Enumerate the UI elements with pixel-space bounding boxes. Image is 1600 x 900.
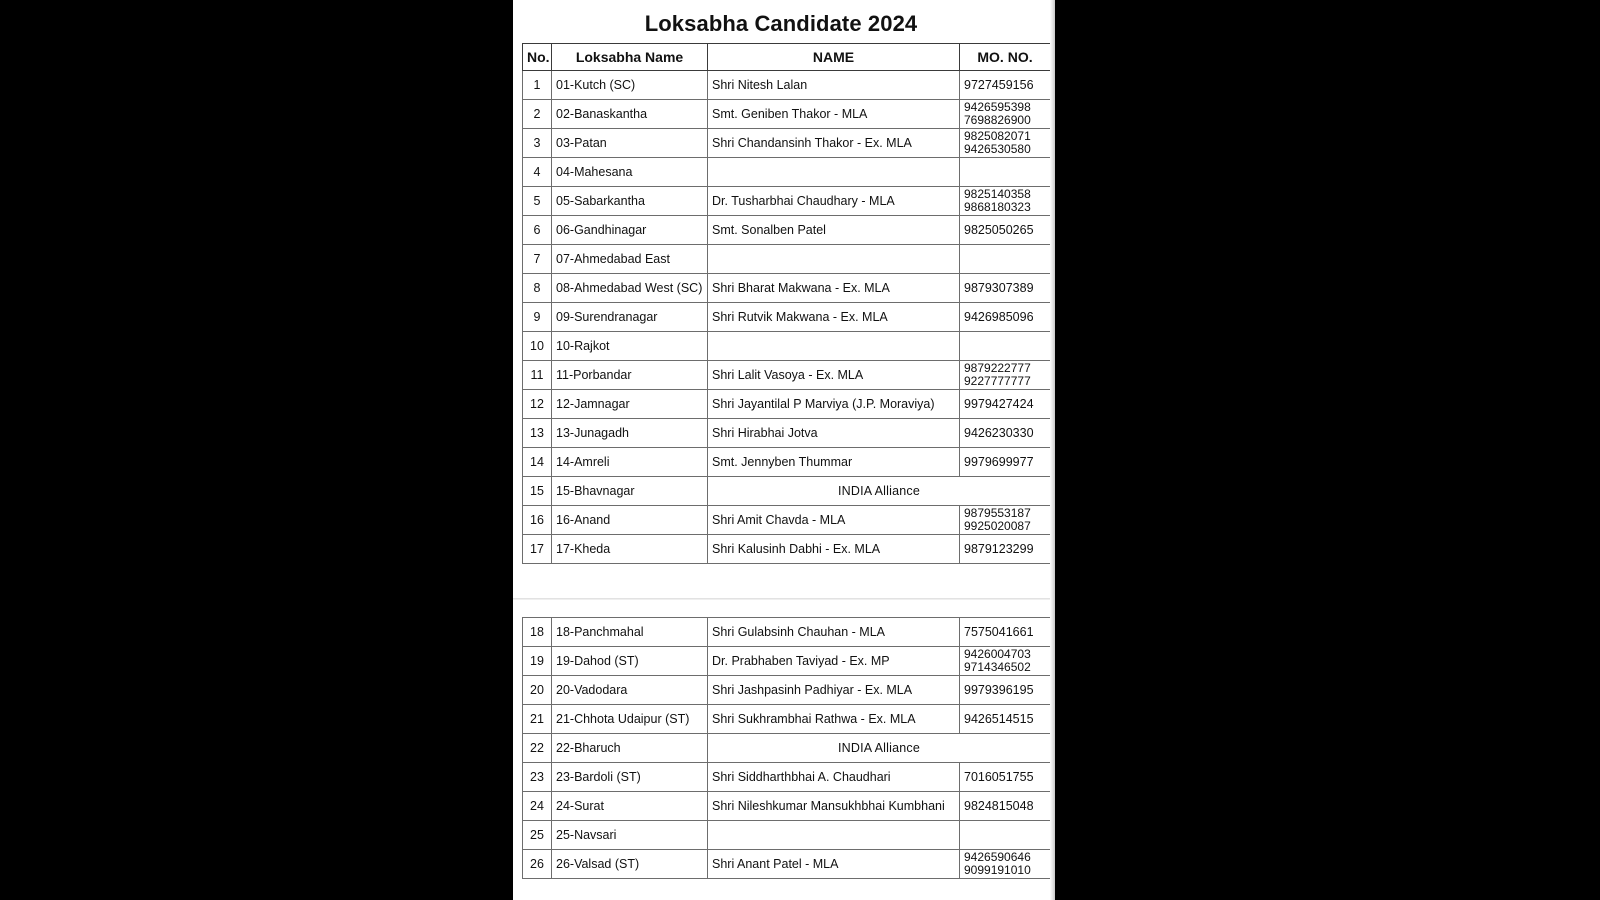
table-header-row: [523, 44, 1051, 71]
cell-no: 23: [523, 763, 552, 792]
cell-loksabha-name: 20-Vadodara: [552, 676, 708, 705]
table-row: [523, 129, 1051, 158]
cell-loksabha-name: 25-Navsari: [552, 821, 708, 850]
cell-candidate-name: Smt. Geniben Thakor - MLA: [708, 100, 960, 129]
cell-mobile-number: 9824815048: [960, 792, 1051, 821]
cell-candidate-name: Shri Nileshkumar Mansukhbhai Kumbhani: [708, 792, 960, 821]
cell-mobile-number: [960, 506, 1051, 535]
mobile-number-secondary: 9714346502: [964, 660, 1031, 675]
cell-loksabha-name: 05-Sabarkantha: [552, 187, 708, 216]
table-row: [523, 332, 1051, 361]
table-row: [523, 535, 1051, 564]
cell-no: 8: [523, 274, 552, 303]
table-row: [523, 792, 1051, 821]
candidate-table-body-one: [523, 71, 1051, 564]
cell-no: 2: [523, 100, 552, 129]
table-row: [523, 821, 1051, 850]
cell-candidate-name: Shri Rutvik Makwana - Ex. MLA: [708, 303, 960, 332]
cell-no: 3: [523, 129, 552, 158]
cell-candidate-name: [708, 245, 960, 274]
cell-mobile-number: 9426230330: [960, 419, 1051, 448]
cell-mobile-number: 9426985096: [960, 303, 1051, 332]
cell-loksabha-name: 19-Dahod (ST): [552, 647, 708, 676]
table-row: [523, 676, 1051, 705]
cell-candidate-name: Dr. Tusharbhai Chaudhary - MLA: [708, 187, 960, 216]
cell-candidate-name: Shri Chandansinh Thakor - Ex. MLA: [708, 129, 960, 158]
cell-candidate-name: Shri Bharat Makwana - Ex. MLA: [708, 274, 960, 303]
table-row: [523, 71, 1051, 100]
cell-mobile-number: [960, 361, 1051, 390]
cell-candidate-name: Shri Anant Patel - MLA: [708, 850, 960, 879]
cell-loksabha-name: 09-Surendranagar: [552, 303, 708, 332]
cell-no: 13: [523, 419, 552, 448]
cell-loksabha-name: 06-Gandhinagar: [552, 216, 708, 245]
cell-loksabha-name: 22-Bharuch: [552, 734, 708, 763]
cell-candidate-name: Shri Gulabsinh Chauhan - MLA: [708, 618, 960, 647]
cell-mobile-number: [960, 100, 1051, 129]
mobile-number-secondary: 9099191010: [964, 863, 1031, 878]
cell-candidate-name: Shri Jayantilal P Marviya (J.P. Moraviya): [708, 390, 960, 419]
cell-loksabha-name: 07-Ahmedabad East: [552, 245, 708, 274]
cell-mobile-number: 9879307389: [960, 274, 1051, 303]
mobile-number-secondary: 9227777777: [964, 374, 1031, 389]
cell-loksabha-name: 16-Anand: [552, 506, 708, 535]
cell-candidate-name: Shri Sukhrambhai Rathwa - Ex. MLA: [708, 705, 960, 734]
cell-mobile-number: [960, 821, 1051, 850]
column-header-no: No.: [523, 44, 552, 71]
cell-candidate-name: Shri Lalit Vasoya - Ex. MLA: [708, 361, 960, 390]
cell-no: 1: [523, 71, 552, 100]
table-block-two-wrapper: [513, 617, 1055, 879]
cell-candidate-name: Smt. Jennyben Thummar: [708, 448, 960, 477]
page-title: Loksabha Candidate 2024: [644, 11, 918, 36]
cell-loksabha-name: 12-Jamnagar: [552, 390, 708, 419]
cell-mobile-number: [960, 850, 1051, 879]
table-row: [523, 390, 1051, 419]
cell-mobile-number: [960, 158, 1051, 187]
candidate-table-block-two: [522, 617, 1051, 879]
mobile-number-secondary: 9925020087: [964, 519, 1031, 534]
cell-loksabha-name: 18-Panchmahal: [552, 618, 708, 647]
cell-loksabha-name: 26-Valsad (ST): [552, 850, 708, 879]
mobile-number-secondary: 9868180323: [964, 200, 1031, 215]
cell-candidate-name: Shri Kalusinh Dabhi - Ex. MLA: [708, 535, 960, 564]
column-header-mobile: MO. NO.: [960, 44, 1051, 71]
mobile-number-primary: 9426004703: [964, 646, 1031, 661]
cell-no: 22: [523, 734, 552, 763]
cell-no: 21: [523, 705, 552, 734]
cell-no: 9: [523, 303, 552, 332]
candidate-table-block-one: [522, 43, 1051, 564]
cell-no: 5: [523, 187, 552, 216]
cell-no: 10: [523, 332, 552, 361]
table-row: [523, 100, 1051, 129]
table-row: [523, 303, 1051, 332]
mobile-number-secondary: 9426530580: [964, 142, 1031, 157]
cell-loksabha-name: 21-Chhota Udaipur (ST): [552, 705, 708, 734]
table-row: [523, 448, 1051, 477]
mobile-number-primary: 9879222777: [964, 360, 1031, 375]
cell-no: 6: [523, 216, 552, 245]
cell-loksabha-name: 10-Rajkot: [552, 332, 708, 361]
cell-loksabha-name: 08-Ahmedabad West (SC): [552, 274, 708, 303]
column-header-loksabha-name: Loksabha Name: [552, 44, 708, 71]
table-row: [523, 647, 1051, 676]
cell-no: 11: [523, 361, 552, 390]
cell-no: 18: [523, 618, 552, 647]
mobile-number-primary: 9426595398: [964, 99, 1031, 114]
candidate-table-body-two: [523, 618, 1051, 879]
cell-mobile-number: 9979699977: [960, 448, 1051, 477]
cell-candidate-name: Smt. Sonalben Patel: [708, 216, 960, 245]
column-header-name: NAME: [708, 44, 960, 71]
cell-mobile-number: [960, 245, 1051, 274]
table-row: [523, 850, 1051, 879]
cell-candidate-name: Shri Hirabhai Jotva: [708, 419, 960, 448]
cell-candidate-name: Dr. Prabhaben Taviyad - Ex. MP: [708, 647, 960, 676]
cell-no: 12: [523, 390, 552, 419]
cell-loksabha-name: 04-Mahesana: [552, 158, 708, 187]
mobile-number-primary: 9825082071: [964, 128, 1031, 143]
cell-candidate-name: Shri Nitesh Lalan: [708, 71, 960, 100]
table-row: [523, 477, 1051, 506]
cell-mobile-number: [960, 129, 1051, 158]
cell-no: 15: [523, 477, 552, 506]
page-right-edge: [1050, 0, 1055, 900]
cell-loksabha-name: 02-Banaskantha: [552, 100, 708, 129]
cell-mobile-number: 9879123299: [960, 535, 1051, 564]
cell-loksabha-name: 13-Junagadh: [552, 419, 708, 448]
table-row: [523, 274, 1051, 303]
cell-mobile-number: 9825050265: [960, 216, 1051, 245]
table-row: [523, 361, 1051, 390]
cell-candidate-name: Shri Siddharthbhai A. Chaudhari: [708, 763, 960, 792]
cell-mobile-number: [960, 187, 1051, 216]
table-row: [523, 763, 1051, 792]
cell-mobile-number: 7575041661: [960, 618, 1051, 647]
mobile-number-primary: 9426590646: [964, 849, 1031, 864]
table-row: [523, 705, 1051, 734]
cell-no: 4: [523, 158, 552, 187]
cell-candidate-name: [708, 821, 960, 850]
page-break-divider: [513, 598, 1055, 600]
cell-no: 20: [523, 676, 552, 705]
cell-loksabha-name: 11-Porbandar: [552, 361, 708, 390]
mobile-number-secondary: 7698826900: [964, 113, 1031, 128]
cell-loksabha-name: 24-Surat: [552, 792, 708, 821]
cell-alliance-label: INDIA Alliance: [708, 734, 1051, 763]
cell-loksabha-name: 14-Amreli: [552, 448, 708, 477]
mobile-number-primary: 9825140358: [964, 186, 1031, 201]
cell-candidate-name: Shri Jashpasinh Padhiyar - Ex. MLA: [708, 676, 960, 705]
table-row: [523, 419, 1051, 448]
page-break-gap: [513, 564, 1055, 617]
cell-alliance-label: INDIA Alliance: [708, 477, 1051, 506]
cell-loksabha-name: 15-Bhavnagar: [552, 477, 708, 506]
cell-loksabha-name: 17-Kheda: [552, 535, 708, 564]
page-bottom-padding: [513, 879, 1055, 900]
cell-loksabha-name: 03-Patan: [552, 129, 708, 158]
cell-candidate-name: [708, 158, 960, 187]
cell-no: 24: [523, 792, 552, 821]
cell-no: 19: [523, 647, 552, 676]
table-row: [523, 618, 1051, 647]
cell-mobile-number: 9979427424: [960, 390, 1051, 419]
cell-mobile-number: [960, 647, 1051, 676]
table-row: [523, 506, 1051, 535]
cell-loksabha-name: 01-Kutch (SC): [552, 71, 708, 100]
cell-no: 14: [523, 448, 552, 477]
cell-no: 26: [523, 850, 552, 879]
cell-mobile-number: 7016051755: [960, 763, 1051, 792]
table-block-one-wrapper: [513, 43, 1055, 564]
mobile-number-primary: 9879553187: [964, 505, 1031, 520]
cell-mobile-number: 9979396195: [960, 676, 1051, 705]
table-row: [523, 187, 1051, 216]
cell-candidate-name: [708, 332, 960, 361]
cell-mobile-number: [960, 332, 1051, 361]
table-row: [523, 216, 1051, 245]
cell-no: 17: [523, 535, 552, 564]
table-row: [523, 158, 1051, 187]
cell-no: 25: [523, 821, 552, 850]
cell-no: 7: [523, 245, 552, 274]
document-page: [513, 0, 1055, 900]
table-row: [523, 734, 1051, 763]
cell-mobile-number: 9727459156: [960, 71, 1051, 100]
table-row: [523, 245, 1051, 274]
cell-no: 16: [523, 506, 552, 535]
cell-mobile-number: 9426514515: [960, 705, 1051, 734]
cell-loksabha-name: 23-Bardoli (ST): [552, 763, 708, 792]
cell-candidate-name: Shri Amit Chavda - MLA: [708, 506, 960, 535]
